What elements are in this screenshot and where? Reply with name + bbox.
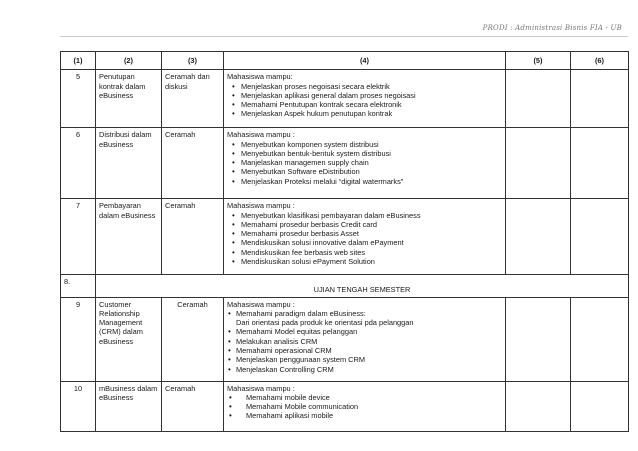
empty-cell [571, 297, 629, 381]
week-number: 8. [61, 275, 96, 297]
outcomes-cell [224, 70, 506, 128]
empty-cell [506, 297, 571, 381]
table-header-row [61, 52, 629, 70]
week-number: 6 [61, 128, 96, 199]
outcomes-cell [224, 297, 506, 381]
list-item-continuation: Dari orientasi pada produk ke orientasi pda pelanggan [236, 318, 414, 328]
outcomes-list [227, 393, 502, 421]
list-item: • Menjelaskan Proteksi melalui “digital watermarks” [227, 177, 502, 186]
list-item: • Memahami Model equitas pelanggan [227, 327, 502, 336]
header-divider [60, 36, 628, 37]
method-cell: Ceramah [162, 381, 224, 431]
list-item: • Mendiskusikan solusi ePayment Solution [227, 257, 502, 266]
list-item: • Menjelaskan Aspek hukum penutupan kontrak [227, 109, 502, 118]
midterm-exam-label: UJIAN TENGAH SEMESTER [96, 275, 629, 297]
list-item: • Menjelaskan penggunaan system CRM [227, 355, 502, 364]
empty-cell [506, 128, 571, 199]
empty-cell [506, 70, 571, 128]
table-row [61, 199, 629, 275]
method-cell: Ceramah dan diskusi [162, 70, 224, 128]
outcomes-intro: Mahasiswa mampu : [227, 201, 295, 211]
outcomes-intro: Mahasiswa mampu: [227, 72, 293, 82]
list-item: • Memahami aplikasi mobile [227, 411, 502, 420]
list-item: • Menyebutkan bentuk-bentuk system distribusi [227, 149, 502, 158]
method-cell: Ceramah [162, 128, 224, 199]
column-header: (6) [571, 52, 629, 70]
column-header: (1) [61, 52, 96, 70]
outcomes-intro: Mahasiswa mampu : [227, 130, 295, 140]
table-row [61, 381, 629, 431]
column-header: (2) [96, 52, 162, 70]
list-item: • Memahami operasional CRM [227, 346, 502, 355]
list-item: • Menyebutkan klasifikasi pembayaran dalam eBusiness [227, 211, 502, 220]
list-item: • Memahami Pentutupan kontrak secara elektronik [227, 100, 502, 109]
empty-cell [571, 199, 629, 275]
week-number: 7 [61, 199, 96, 275]
list-item: • Mendiskusikan solusi innovative dalam ePayment [227, 238, 502, 247]
outcomes-intro: Mahasiswa mampu : [227, 299, 295, 309]
topic-cell: Penutupan kontrak dalam eBusiness [96, 70, 162, 128]
course-plan-table [60, 51, 629, 432]
outcomes-cell [224, 128, 506, 199]
empty-cell [506, 381, 571, 431]
list-item-text: Memahami paradigm dalam eBusiness: [236, 308, 366, 318]
list-item: • Menjelaskan proses negoisasi secara elektrik [227, 82, 502, 91]
empty-cell [571, 70, 629, 128]
list-item: • Manjelaskan managemen supply chain [227, 158, 502, 167]
empty-cell [571, 128, 629, 199]
list-item: • Melakukan analisis CRM [227, 337, 502, 346]
outcomes-list [227, 309, 502, 374]
empty-cell [571, 381, 629, 431]
list-item: • Mendiskusikan fee berbasis web sites [227, 248, 502, 257]
outcomes-cell [224, 381, 506, 431]
list-item: • Menjelaskan Controlling CRM [227, 365, 502, 374]
method-cell: Ceramah [162, 199, 224, 275]
outcomes-list [227, 140, 502, 186]
table-row [61, 128, 629, 199]
week-number: 9 [61, 297, 96, 381]
topic-cell: Pembayaran dalam eBusiness [96, 199, 162, 275]
table-row [61, 297, 629, 381]
topic-cell: Distribusi dalam eBusiness [96, 128, 162, 199]
week-number: 5 [61, 70, 96, 128]
column-header: (5) [506, 52, 571, 70]
list-item: • Memahami mobile device [227, 393, 502, 402]
topic-cell: Customer Relationship Management (CRM) dalam eBusiness [96, 297, 162, 381]
column-header: (3) [162, 52, 224, 70]
outcomes-cell [224, 199, 506, 275]
outcomes-list [227, 211, 502, 267]
empty-cell [506, 199, 571, 275]
table-row-exam [61, 275, 629, 297]
list-item: • Menyebutkan Software eDistribution [227, 167, 502, 176]
list-item: • Menyebutkan komponen system distribusi [227, 140, 502, 149]
list-item: • Memahami prosedur berbasis Credit card [227, 220, 502, 229]
outcomes-intro: Mahasiswa mampu : [227, 383, 295, 393]
list-item: • Memahami Mobile communication [227, 402, 502, 411]
topic-cell: mBusiness dalam eBusiness [96, 381, 162, 431]
outcomes-list [227, 82, 502, 119]
list-item [227, 309, 502, 328]
table-row [61, 70, 629, 128]
list-item: • Memahami prosedur berbasis Asset [227, 229, 502, 238]
week-number: 10 [61, 381, 96, 431]
page-header: PRODI : Administrasi Bisnis FIA - UB [482, 24, 622, 32]
method-cell: Ceramah [162, 297, 224, 381]
column-header: (4) [224, 52, 506, 70]
list-item: • Menjelaskan aplikasi general dalam proses negoisasi [227, 91, 502, 100]
